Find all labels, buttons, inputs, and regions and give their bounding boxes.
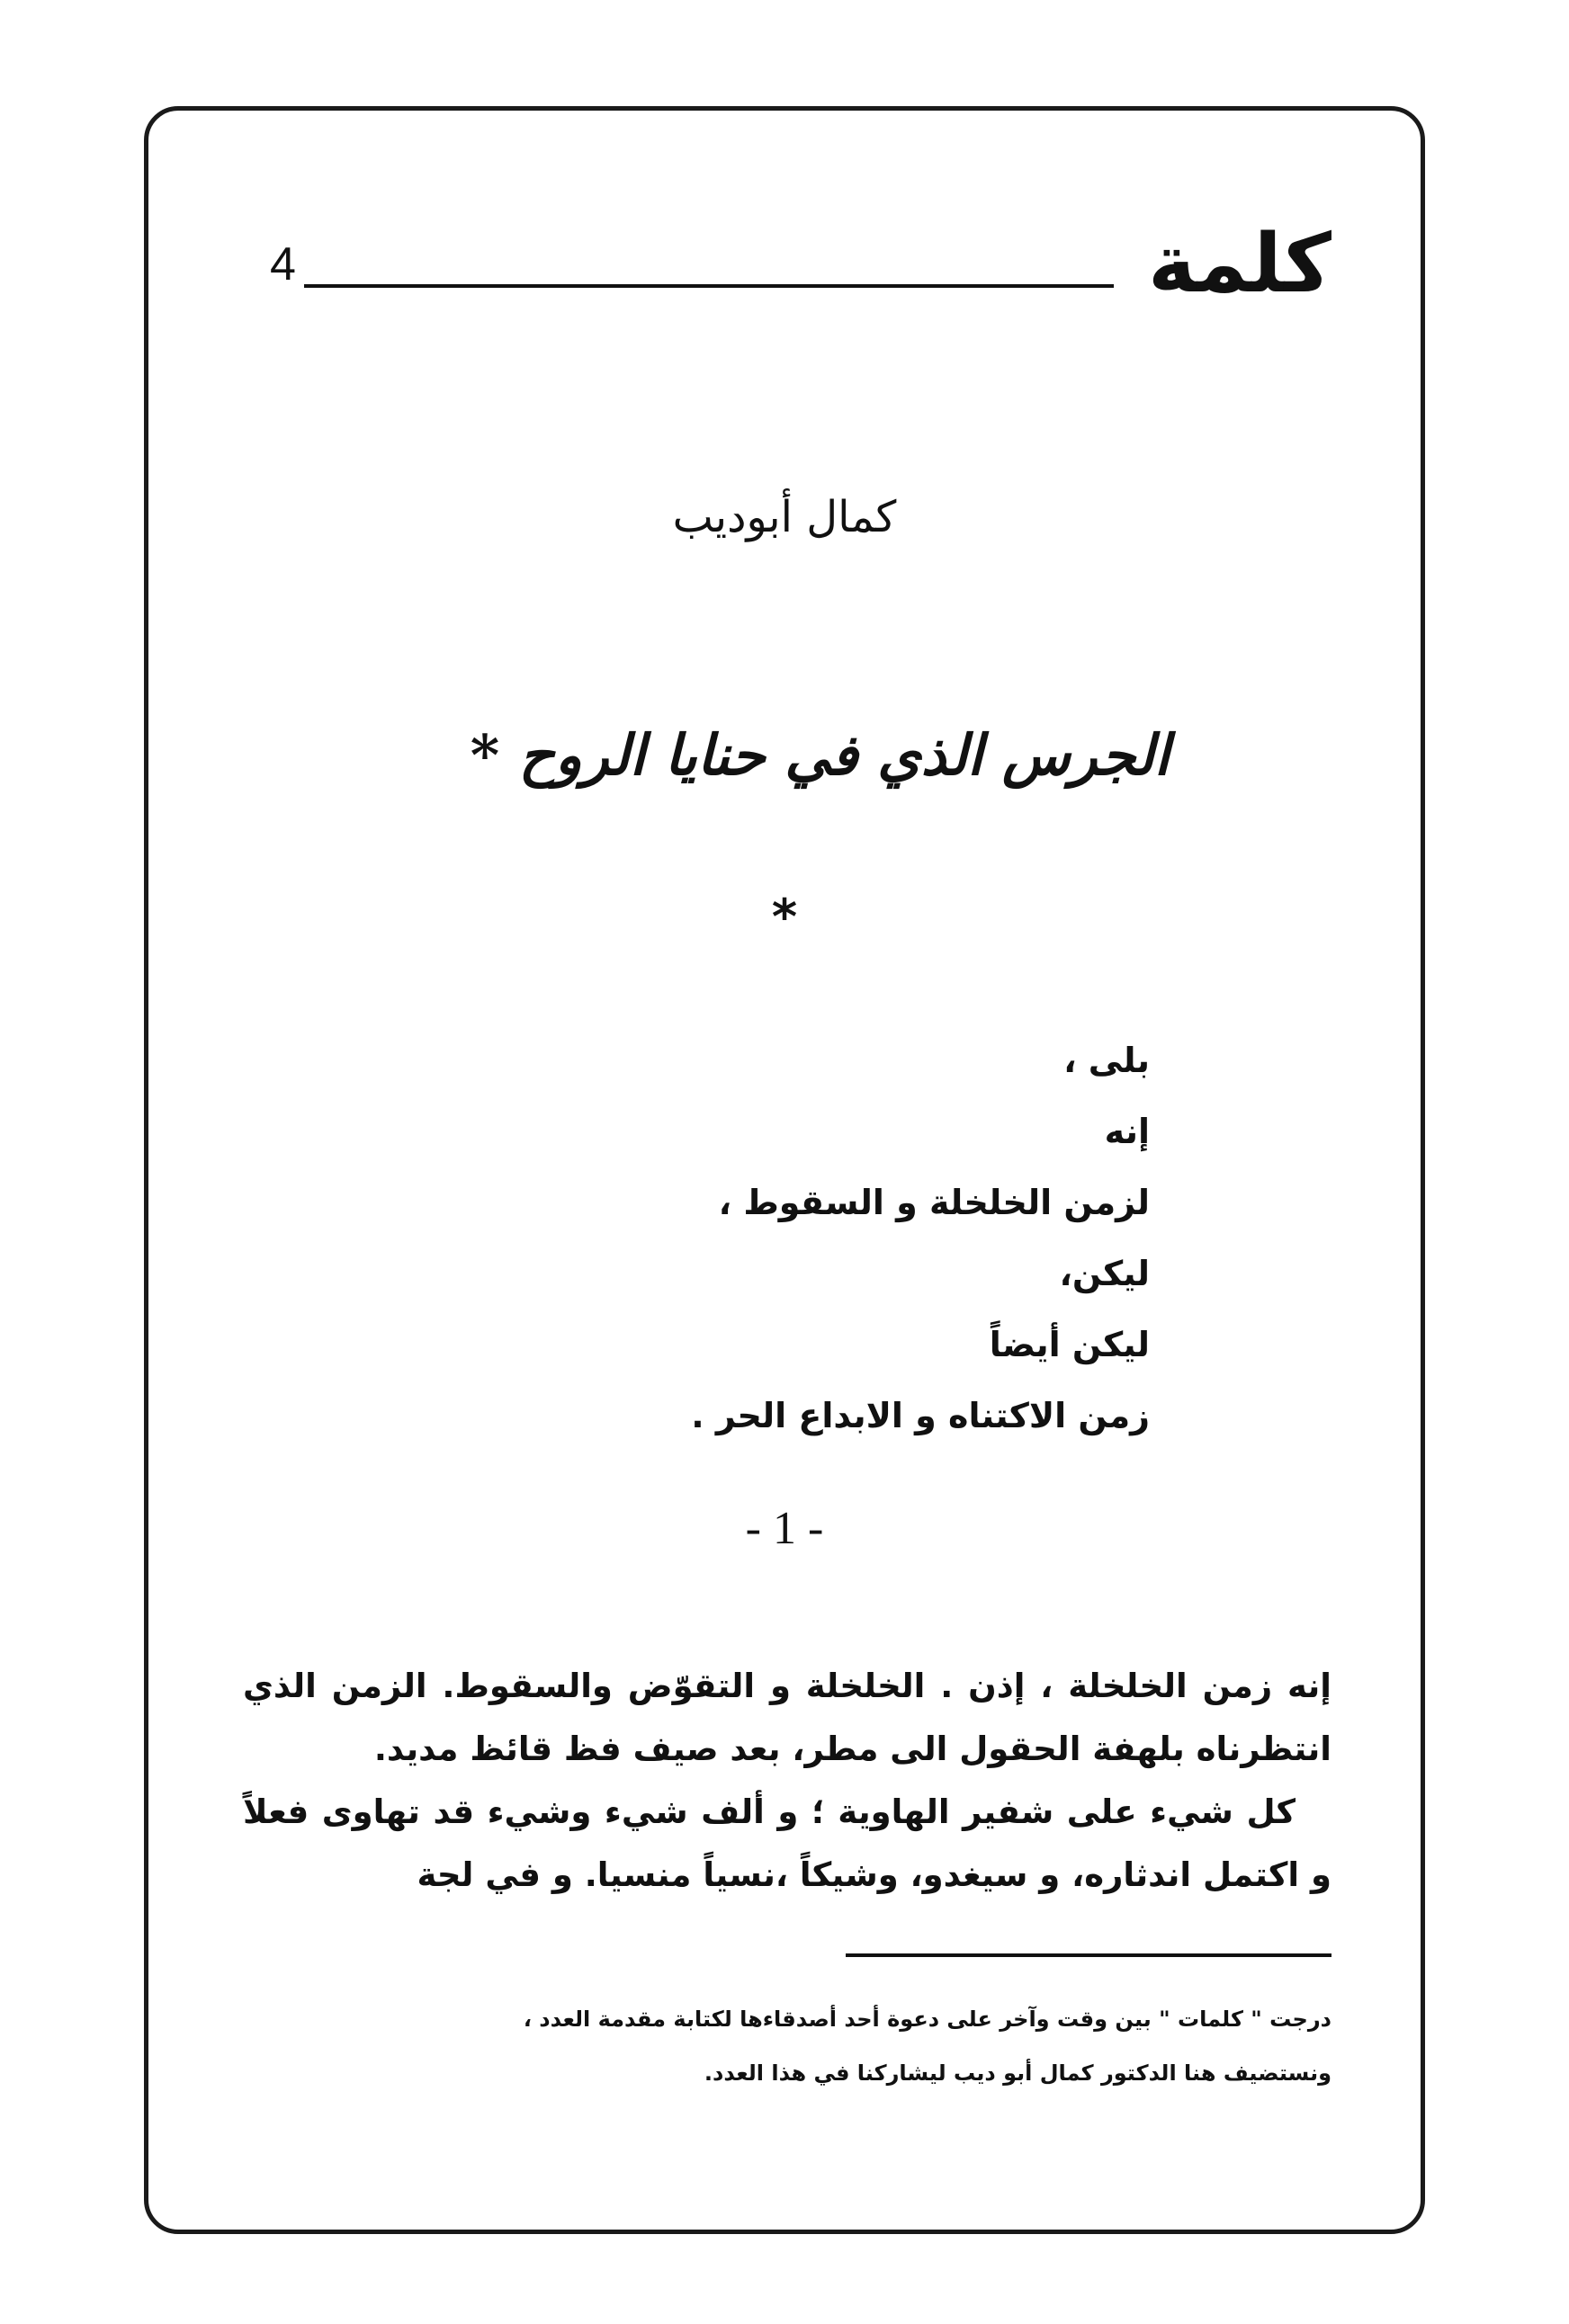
magazine-title: كلمة [1148,217,1331,311]
author-name: كمال أبوديب [672,492,897,542]
poem-line: زمن الاكتناه و الابداع الحر . [691,1396,1150,1435]
poem-line: ليكن، [1059,1254,1150,1293]
article-title: الجرس الذي في حنايا الروح * [470,722,1170,788]
poem [540,1025,1150,1452]
asterisk-ornament: * [771,889,798,945]
page-header [270,217,1331,311]
footnote-line: درجت " كلمات " بين وقت وآخر على دعوة أحد أصدقاءها لكتابة مقدمة العدد ، [523,2007,1331,2032]
poem-line: بلى ، [1063,1041,1150,1080]
poem-line: لزمن الخلخلة و السقوط ، [718,1183,1150,1222]
footnote-line: ونستضيف هنا الدكتور كمال أبو ديب ليشاركنا في هذا العدد. [704,2060,1331,2086]
footnote-rule [846,1953,1331,1957]
body-text [243,1655,1331,1907]
poem-line: ليكن أيضاً [989,1325,1150,1364]
header-rule [304,284,1114,288]
body-paragraph: إنه زمن الخلخلة ، إذن . الخلخلة و التقوّض والسقوط. الزمن الذي انتظرناه بلهفة الحقول الى مطر، بعد صيف فظ قائظ مديد. [243,1667,1331,1768]
page-number: 4 [270,238,296,290]
poem-line: إنه [1104,1112,1150,1151]
body-paragraph: كل شيء على شفير الهاوية ؛ و ألف شيء وشيء قد تهاوى فعلاً و اكتمل اندثاره، و سيغدو، وشيكاً ،نسياً منسيا. و في لجة [243,1792,1331,1894]
footnote [243,1992,1331,2100]
section-number: - 1 - [745,1503,824,1554]
